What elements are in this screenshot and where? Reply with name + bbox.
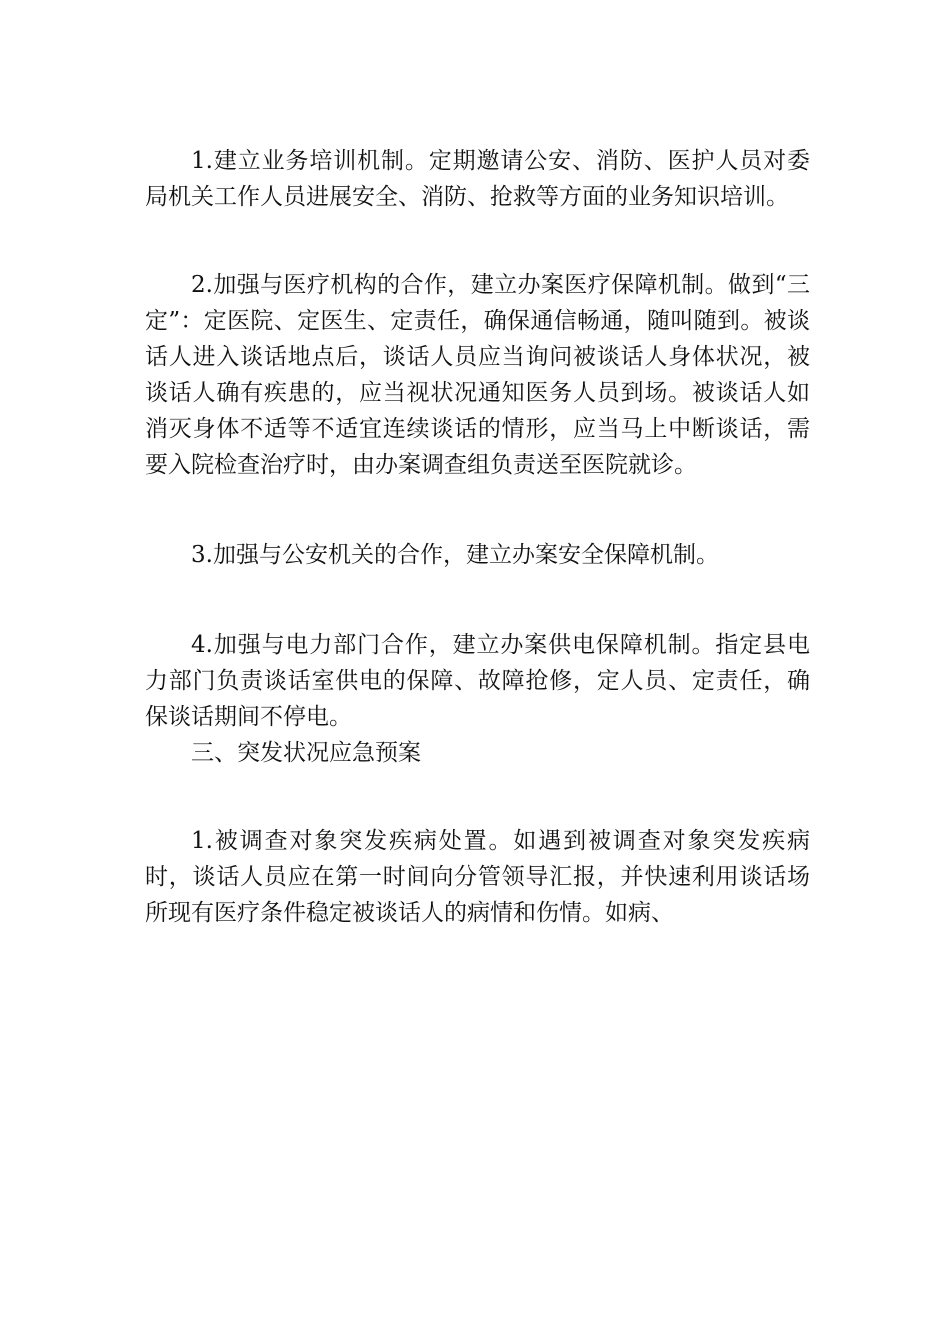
paragraph-sudden-illness: 1.被调查对象突发疾病处置。如遇到被调查对象突发疾病时，谈话人员应在第一时间向分管领导汇报，并快速利用谈话场所现有医疗条件稳定被谈话人的病情和伤情。如病、 [145,828,810,926]
paragraph-power-cooperation: 4.加强与电力部门合作，建立办案供电保障机制。指定县电力部门负责谈话室供电的保障、故障抢修，定人员、定责任，确保谈话期间不停电。 [145,632,810,730]
document-body [145,143,810,931]
paragraph-training-mechanism: 1.建立业务培训机制。定期邀请公安、消防、医护人员对委局机关工作人员进展安全、消防、抢救等方面的业务知识培训。 [145,148,810,210]
paragraph-police-cooperation: 3.加强与公安机关的合作，建立办案安全保障机制。 [191,542,719,568]
paragraph-medical-cooperation: 2.加强与医疗机构的合作，建立办案医疗保障机制。做到“三定”：定医院、定医生、定责任，确保通信畅通，随叫随到。被谈话人进入谈话地点后，谈话人员应当询问被谈话人身体状况，被谈话人确有疾患的，应当视状况通知医务人员到场。被谈话人如消灭身体不适等不适宜连续谈话的情形，应当马上中断谈话，需要入院检查治疗时，由办案调查组负责送至医院就诊。 [145,272,810,478]
section-heading-emergency-plan: 三、突发状况应急预案 [191,740,421,766]
